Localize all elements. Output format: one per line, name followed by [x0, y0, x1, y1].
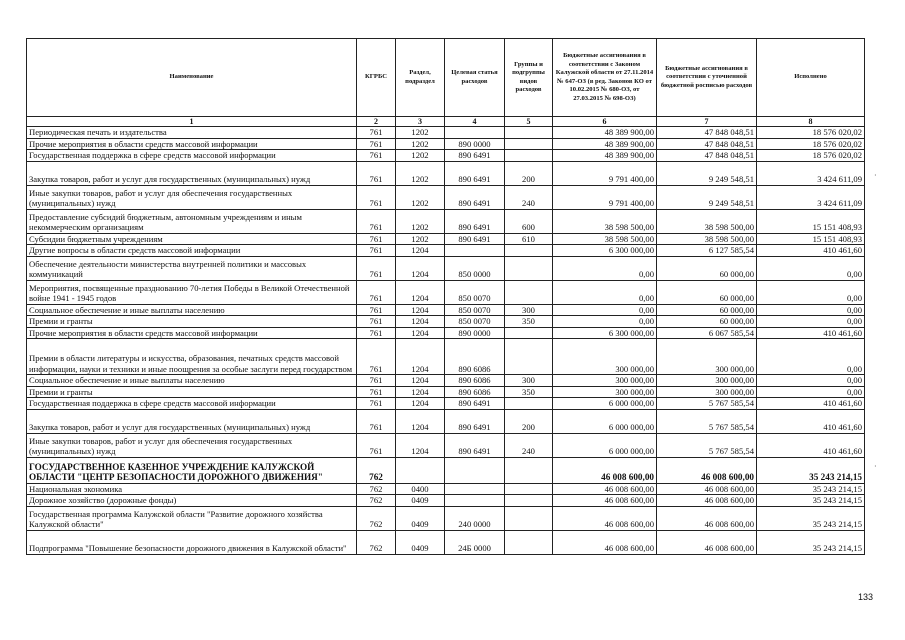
margin-tick-mark: ·	[874, 462, 877, 471]
header-kgrbs: КГРБС	[357, 39, 396, 117]
row-kgrbs: 761	[357, 386, 396, 398]
row-name: Социальное обеспечение и иные выплаты населению	[27, 304, 357, 316]
row-name: Дорожное хозяйство (дорожные фонды)	[27, 495, 357, 507]
row-law-amount: 38 598 500,00	[553, 209, 657, 233]
row-name: Прочие мероприятия в области средств массовой информации	[27, 327, 357, 339]
budget-sheet	[26, 38, 864, 555]
row-law-amount: 46 008 600,00	[553, 506, 657, 530]
row-kgrbs: 761	[357, 256, 396, 280]
table-row	[27, 530, 865, 554]
row-target-article: 240 0000	[445, 506, 505, 530]
row-name: Обеспечение деятельности министерства внутренней политики и массовых коммуникаций	[27, 256, 357, 280]
row-target-article	[445, 495, 505, 507]
row-expense-group: 240	[505, 185, 553, 209]
table-row	[27, 161, 865, 185]
row-adjusted-amount: 6 127 585,54	[657, 245, 757, 257]
row-section: 0409	[396, 530, 445, 554]
row-kgrbs: 762	[357, 506, 396, 530]
row-law-amount: 0,00	[553, 256, 657, 280]
row-adjusted-amount: 6 067 585,54	[657, 327, 757, 339]
row-law-amount: 48 389 900,00	[553, 138, 657, 150]
row-adjusted-amount: 47 848 048,51	[657, 150, 757, 162]
row-executed-amount: 35 243 214,15	[757, 530, 865, 554]
row-adjusted-amount: 47 848 048,51	[657, 127, 757, 139]
row-law-amount: 46 008 600,00	[553, 495, 657, 507]
column-number-row	[27, 117, 865, 127]
row-expense-group: 240	[505, 433, 553, 457]
row-kgrbs: 761	[357, 304, 396, 316]
row-adjusted-amount: 300 000,00	[657, 386, 757, 398]
column-number: 3	[396, 117, 445, 127]
row-name: Иные закупки товаров, работ и услуг для обеспечения государственных (муниципальных) нужд	[27, 433, 357, 457]
row-law-amount: 9 791 400,00	[553, 161, 657, 185]
row-adjusted-amount: 300 000,00	[657, 339, 757, 375]
column-number: 6	[553, 117, 657, 127]
row-executed-amount: 18 576 020,02	[757, 127, 865, 139]
row-adjusted-amount: 5 767 585,54	[657, 398, 757, 410]
row-adjusted-amount: 60 000,00	[657, 256, 757, 280]
row-target-article: 890 0000	[445, 327, 505, 339]
row-kgrbs: 761	[357, 433, 396, 457]
row-name: Государственная поддержка в сфере средств массовой информации	[27, 398, 357, 410]
row-law-amount: 46 008 600,00	[553, 457, 657, 483]
table-row	[27, 375, 865, 387]
row-name: Другие вопросы в области средств массовой информации	[27, 245, 357, 257]
row-adjusted-amount: 9 249 548,51	[657, 185, 757, 209]
row-section: 0409	[396, 506, 445, 530]
row-executed-amount: 0,00	[757, 280, 865, 304]
row-expense-group	[505, 150, 553, 162]
row-adjusted-amount: 46 008 600,00	[657, 483, 757, 495]
row-adjusted-amount: 38 598 500,00	[657, 233, 757, 245]
row-kgrbs: 761	[357, 280, 396, 304]
row-law-amount: 300 000,00	[553, 375, 657, 387]
row-executed-amount: 3 424 611,09	[757, 185, 865, 209]
row-section: 1204	[396, 409, 445, 433]
row-adjusted-amount: 46 008 600,00	[657, 457, 757, 483]
row-kgrbs: 761	[357, 209, 396, 233]
row-section: 1202	[396, 150, 445, 162]
row-expense-group: 350	[505, 386, 553, 398]
header-row	[27, 39, 865, 117]
row-kgrbs: 761	[357, 127, 396, 139]
row-expense-group	[505, 327, 553, 339]
table-row	[27, 483, 865, 495]
row-adjusted-amount: 60 000,00	[657, 304, 757, 316]
row-section: 1202	[396, 209, 445, 233]
row-target-article	[445, 483, 505, 495]
row-section: 1202	[396, 233, 445, 245]
row-law-amount: 46 008 600,00	[553, 483, 657, 495]
row-expense-group: 600	[505, 209, 553, 233]
table-row	[27, 304, 865, 316]
row-target-article: 850 0070	[445, 304, 505, 316]
row-section: 0409	[396, 495, 445, 507]
row-kgrbs: 761	[357, 339, 396, 375]
row-expense-group	[505, 530, 553, 554]
row-target-article: 890 6491	[445, 433, 505, 457]
table-row	[27, 185, 865, 209]
column-number: 2	[357, 117, 396, 127]
row-law-amount: 46 008 600,00	[553, 530, 657, 554]
table-row	[27, 245, 865, 257]
table-row	[27, 409, 865, 433]
row-adjusted-amount: 46 008 600,00	[657, 506, 757, 530]
row-expense-group	[505, 127, 553, 139]
row-expense-group	[505, 398, 553, 410]
row-target-article: 850 0070	[445, 316, 505, 328]
row-target-article: 890 6086	[445, 339, 505, 375]
row-target-article: 890 6491	[445, 161, 505, 185]
row-section: 1204	[396, 327, 445, 339]
header-groups: Группы и подгруппы видов расходов	[505, 39, 553, 117]
row-target-article: 890 0000	[445, 138, 505, 150]
row-expense-group	[505, 245, 553, 257]
row-kgrbs: 761	[357, 138, 396, 150]
table-row	[27, 150, 865, 162]
row-kgrbs: 762	[357, 495, 396, 507]
row-name: Закупка товаров, работ и услуг для государственных (муниципальных) нужд	[27, 409, 357, 433]
row-target-article: 890 6086	[445, 386, 505, 398]
row-kgrbs: 761	[357, 327, 396, 339]
row-name: ГОСУДАРСТВЕННОЕ КАЗЕННОЕ УЧРЕЖДЕНИЕ КАЛУЖСКОЙ ОБЛАСТИ "ЦЕНТР БЕЗОПАСНОСТИ ДОРОЖНОГО ДВИЖЕНИЯ"	[27, 457, 357, 483]
table-row	[27, 433, 865, 457]
row-adjusted-amount: 46 008 600,00	[657, 530, 757, 554]
row-target-article: 890 6491	[445, 398, 505, 410]
row-executed-amount: 18 576 020,02	[757, 150, 865, 162]
row-section: 1204	[396, 245, 445, 257]
table-row	[27, 280, 865, 304]
row-name: Государственная программа Калужской области "Развитие дорожного хозяйства Калужской области"	[27, 506, 357, 530]
row-name: Премии и гранты	[27, 316, 357, 328]
table-row	[27, 386, 865, 398]
row-name: Мероприятия, посвященные празднованию 70-летия Победы в Великой Отечественной войне 1941 - 1945 годов	[27, 280, 357, 304]
row-law-amount: 300 000,00	[553, 386, 657, 398]
margin-tick-mark: ·	[874, 171, 877, 180]
table-row	[27, 316, 865, 328]
header-law-assignments: Бюджетные ассигнования в соответствии с Законом Калужской области от 27.11.2014 № 647-ОЗ (в ред. Законов КО от 10.02.2015 № 680-ОЗ, от 27.03.2015 № 698-ОЗ)	[553, 39, 657, 117]
row-section: 1204	[396, 398, 445, 410]
row-executed-amount: 15 151 408,93	[757, 209, 865, 233]
table-body	[27, 127, 865, 555]
row-executed-amount: 410 461,60	[757, 245, 865, 257]
row-target-article: 890 6491	[445, 185, 505, 209]
row-kgrbs: 761	[357, 185, 396, 209]
row-section: 1202	[396, 161, 445, 185]
row-expense-group	[505, 280, 553, 304]
row-expense-group: 300	[505, 304, 553, 316]
row-section: 1204	[396, 256, 445, 280]
row-executed-amount: 410 461,60	[757, 433, 865, 457]
table-row	[27, 506, 865, 530]
row-name: Национальная экономика	[27, 483, 357, 495]
column-number: 4	[445, 117, 505, 127]
table-row	[27, 256, 865, 280]
row-adjusted-amount: 5 767 585,54	[657, 409, 757, 433]
row-law-amount: 9 791 400,00	[553, 185, 657, 209]
row-section: 1202	[396, 138, 445, 150]
row-name: Прочие мероприятия в области средств массовой информации	[27, 138, 357, 150]
row-section: 1204	[396, 316, 445, 328]
row-name: Государственная поддержка в сфере средств массовой информации	[27, 150, 357, 162]
row-executed-amount: 15 151 408,93	[757, 233, 865, 245]
row-kgrbs: 762	[357, 457, 396, 483]
row-executed-amount: 410 461,60	[757, 398, 865, 410]
row-law-amount: 300 000,00	[553, 339, 657, 375]
row-law-amount: 48 389 900,00	[553, 127, 657, 139]
row-expense-group: 300	[505, 375, 553, 387]
row-kgrbs: 761	[357, 233, 396, 245]
row-name: Периодическая печать и издательства	[27, 127, 357, 139]
row-adjusted-amount: 38 598 500,00	[657, 209, 757, 233]
row-section	[396, 457, 445, 483]
table-row	[27, 457, 865, 483]
row-target-article: 890 6491	[445, 209, 505, 233]
row-law-amount: 38 598 500,00	[553, 233, 657, 245]
row-kgrbs: 761	[357, 245, 396, 257]
page-number: 133	[857, 592, 873, 602]
budget-table	[26, 38, 865, 555]
row-law-amount: 6 000 000,00	[553, 433, 657, 457]
header-target: Целевая статья расходов	[445, 39, 505, 117]
row-section: 1204	[396, 280, 445, 304]
table-row	[27, 495, 865, 507]
row-expense-group	[505, 138, 553, 150]
table-row	[27, 339, 865, 375]
row-section: 0400	[396, 483, 445, 495]
row-section: 1204	[396, 375, 445, 387]
row-target-article: 850 0000	[445, 256, 505, 280]
row-executed-amount: 410 461,60	[757, 409, 865, 433]
row-law-amount: 0,00	[553, 280, 657, 304]
row-kgrbs: 762	[357, 483, 396, 495]
row-executed-amount: 35 243 214,15	[757, 506, 865, 530]
row-executed-amount: 18 576 020,02	[757, 138, 865, 150]
row-law-amount: 6 000 000,00	[553, 398, 657, 410]
row-target-article: 890 6086	[445, 375, 505, 387]
row-law-amount: 6 000 000,00	[553, 409, 657, 433]
row-section: 1202	[396, 185, 445, 209]
row-executed-amount: 3 424 611,09	[757, 161, 865, 185]
row-executed-amount: 0,00	[757, 316, 865, 328]
row-target-article: 24Б 0000	[445, 530, 505, 554]
row-adjusted-amount: 47 848 048,51	[657, 138, 757, 150]
row-law-amount: 48 389 900,00	[553, 150, 657, 162]
row-adjusted-amount: 9 249 548,51	[657, 161, 757, 185]
row-executed-amount: 0,00	[757, 304, 865, 316]
table-row	[27, 398, 865, 410]
row-section: 1204	[396, 433, 445, 457]
row-expense-group	[505, 457, 553, 483]
row-law-amount: 0,00	[553, 304, 657, 316]
row-target-article: 850 0070	[445, 280, 505, 304]
row-executed-amount: 0,00	[757, 375, 865, 387]
header-section: Раздел, подраздел	[396, 39, 445, 117]
row-name: Социальное обеспечение и иные выплаты населению	[27, 375, 357, 387]
row-target-article	[445, 245, 505, 257]
header-name: Наименование	[27, 39, 357, 117]
row-name: Подпрограмма "Повышение безопасности дорожного движения в Калужской области"	[27, 530, 357, 554]
row-expense-group	[505, 483, 553, 495]
row-adjusted-amount: 5 767 585,54	[657, 433, 757, 457]
row-kgrbs: 761	[357, 161, 396, 185]
row-executed-amount: 410 461,60	[757, 327, 865, 339]
row-expense-group: 200	[505, 161, 553, 185]
row-name: Иные закупки товаров, работ и услуг для обеспечения государственных (муниципальных) нужд	[27, 185, 357, 209]
row-law-amount: 6 300 000,00	[553, 245, 657, 257]
row-executed-amount: 35 243 214,15	[757, 483, 865, 495]
table-row	[27, 138, 865, 150]
row-target-article	[445, 127, 505, 139]
row-adjusted-amount: 300 000,00	[657, 375, 757, 387]
table-row	[27, 327, 865, 339]
column-number: 5	[505, 117, 553, 127]
table-row	[27, 127, 865, 139]
row-expense-group	[505, 256, 553, 280]
row-kgrbs: 761	[357, 409, 396, 433]
row-adjusted-amount: 60 000,00	[657, 280, 757, 304]
row-target-article	[445, 457, 505, 483]
row-expense-group: 610	[505, 233, 553, 245]
row-name: Закупка товаров, работ и услуг для государственных (муниципальных) нужд	[27, 161, 357, 185]
row-executed-amount: 35 243 214,15	[757, 457, 865, 483]
row-executed-amount: 35 243 214,15	[757, 495, 865, 507]
row-name: Предоставление субсидий бюджетным, автономным учреждениям и иным некоммерческим организациям	[27, 209, 357, 233]
row-executed-amount: 0,00	[757, 339, 865, 375]
row-section: 1204	[396, 304, 445, 316]
row-name: Премии в области литературы и искусства, образования, печатных средств массовой информации, науки и техники и иные поощрения за особые заслуги перед государством	[27, 339, 357, 375]
row-executed-amount: 0,00	[757, 256, 865, 280]
table-row	[27, 233, 865, 245]
row-kgrbs: 761	[357, 375, 396, 387]
row-name: Премии и гранты	[27, 386, 357, 398]
row-section: 1204	[396, 339, 445, 375]
table-row	[27, 209, 865, 233]
row-target-article: 890 6491	[445, 233, 505, 245]
row-name: Субсидии бюджетным учреждениям	[27, 233, 357, 245]
header-executed: Исполнено	[757, 39, 865, 117]
row-target-article: 890 6491	[445, 409, 505, 433]
row-law-amount: 0,00	[553, 316, 657, 328]
row-expense-group	[505, 339, 553, 375]
column-number: 8	[757, 117, 865, 127]
row-expense-group: 350	[505, 316, 553, 328]
column-number: 7	[657, 117, 757, 127]
row-expense-group	[505, 506, 553, 530]
row-law-amount: 6 300 000,00	[553, 327, 657, 339]
column-number: 1	[27, 117, 357, 127]
row-kgrbs: 761	[357, 398, 396, 410]
row-executed-amount: 0,00	[757, 386, 865, 398]
header-adjusted-assignments: Бюджетные ассигнования в соответствии с уточненной бюджетной росписью расходов	[657, 39, 757, 117]
row-kgrbs: 762	[357, 530, 396, 554]
row-target-article: 890 6491	[445, 150, 505, 162]
row-expense-group: 200	[505, 409, 553, 433]
row-kgrbs: 761	[357, 316, 396, 328]
row-expense-group	[505, 495, 553, 507]
row-adjusted-amount: 46 008 600,00	[657, 495, 757, 507]
row-adjusted-amount: 60 000,00	[657, 316, 757, 328]
row-section: 1202	[396, 127, 445, 139]
row-section: 1204	[396, 386, 445, 398]
row-kgrbs: 761	[357, 150, 396, 162]
